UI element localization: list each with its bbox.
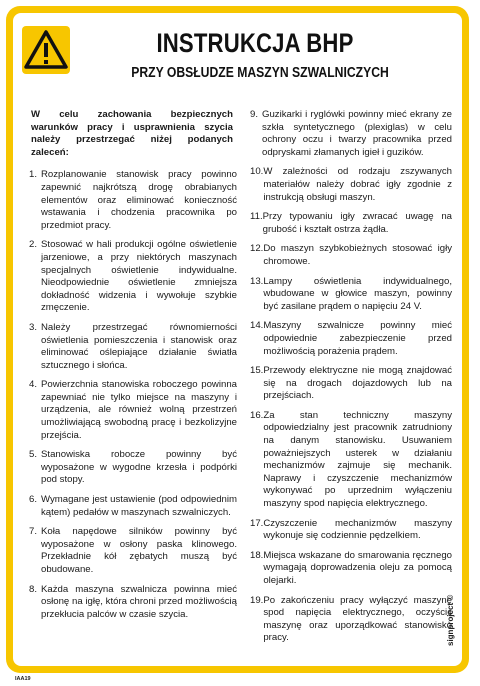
instruction-list-right xyxy=(247,109,452,645)
instruction-item xyxy=(26,169,237,232)
instruction-text: Koła napędowe silników powinny być wyposażone w osłony paska klinowego. Przekładnie kół zębatych muszą być obudowane. xyxy=(41,526,237,575)
instruction-item xyxy=(247,595,452,645)
instruction-number: 1. xyxy=(29,169,38,181)
instruction-text: Powierzchnia stanowiska roboczego powinna zapewniać nie tylko miejsce na maszyny i urządzenia, ale również wolną przestrzeń umożliwiającą swobodną pracę i bezkolizyjne przejścia. xyxy=(41,379,237,441)
instruction-number: 13. xyxy=(250,275,264,287)
instruction-text: Rozplanowanie stanowisk pracy powinno zapewnić najkrótszą drogę obrabianych elementów oraz eliminować konieczność wstawania i chodzenia pracownika po przedmiot pracy. xyxy=(41,169,237,231)
instruction-item xyxy=(247,211,452,236)
instructions-right-column xyxy=(247,109,452,652)
instruction-number: 15. xyxy=(250,365,264,377)
instruction-number: 16. xyxy=(250,409,264,421)
instruction-item xyxy=(26,379,237,442)
instruction-text: Lampy oświetlenia indywidualnego, wbudowane w głowice maszyn, powinny być zasilane prądem o napięciu 24 V. xyxy=(263,275,452,312)
instruction-item xyxy=(26,239,237,315)
instruction-number: 7. xyxy=(29,526,38,538)
product-code: IAA19 xyxy=(15,676,31,682)
instruction-number: 4. xyxy=(29,379,38,391)
instructions-left-column xyxy=(26,109,237,628)
instruction-number: 2. xyxy=(29,239,38,251)
instruction-text: Maszyny szwalnicze powinny mieć odpowiednie zabezpieczenie przed możliwością porażenia prądem. xyxy=(263,320,452,357)
instruction-number: 3. xyxy=(29,321,38,333)
warning-icon-box xyxy=(22,26,70,74)
instruction-item xyxy=(247,518,452,543)
instruction-number: 14. xyxy=(250,320,264,332)
instruction-number: 17. xyxy=(250,517,264,529)
exclamation-triangle-icon xyxy=(22,26,70,74)
instruction-text: Do maszyn szybkobieżnych stosować igły chromowe. xyxy=(263,243,452,267)
instruction-item xyxy=(26,322,237,372)
intro-text: W celu zachowania bezpiecznych warunków pracy i usprawnienia szycia należy przestrzegać niżej podanych zaleceń: xyxy=(31,109,233,158)
instruction-text: Należy przestrzegać równomierności oświetlenia pomieszczenia i stanowisk oraz eliminować oślepiające działanie światła sztucznego i słońca. xyxy=(41,321,237,371)
instruction-text: Każda maszyna szwalnicza powinna mieć osłonę na igłę, która chroni przed możliwością przekłucia palców w czasie szycia. xyxy=(41,583,237,620)
instruction-number: 11. xyxy=(250,211,263,223)
instruction-item xyxy=(26,584,237,622)
instruction-number: 12. xyxy=(250,243,264,255)
instruction-text: Miejsca wskazane do smarowania ręcznego wymagają doprowadzenia oleju za pomocą olejarki. xyxy=(263,549,452,586)
instruction-text: Stanowiska robocze powinny być wyposażone w wygodne krzesła i podpórki pod stopy. xyxy=(41,449,237,486)
instruction-item xyxy=(247,243,452,268)
instruction-text: Guzikarki i ryglówki powinny mieć ekrany ze szkła syntetycznego (plexiglas) w celu ochrony oczu i twarzy pracownika przed odpryskami złamanych igieł i guzików. xyxy=(262,109,452,158)
instruction-number: 19. xyxy=(250,594,264,606)
instruction-item xyxy=(26,526,237,576)
brand-mark: signproject © xyxy=(446,594,455,646)
instruction-item xyxy=(247,365,452,403)
instruction-item xyxy=(247,109,452,159)
instruction-number: 18. xyxy=(250,549,264,561)
instruction-item xyxy=(247,166,452,204)
instruction-text: Po zakończeniu pracy wyłączyć maszynę spod napięcia elektrycznego, oczyścić maszynę oraz uporządkować stanowisko pracy. xyxy=(263,594,452,644)
instruction-number: 6. xyxy=(29,494,38,506)
instruction-item xyxy=(247,320,452,358)
instruction-text: Przewody elektryczne nie mogą znajdować się na drogach dojazdowych lub na przejściach. xyxy=(263,365,452,402)
instruction-item xyxy=(247,550,452,588)
instruction-item xyxy=(247,410,452,511)
instruction-item xyxy=(26,449,237,487)
instruction-number: 9. xyxy=(250,109,259,120)
instruction-number: 8. xyxy=(29,583,38,595)
instruction-text: W zależności od rodzaju zszywanych materiałów należy dobrać igły zgodnie z instrukcją obsługi maszyn. xyxy=(263,166,452,203)
instruction-item xyxy=(26,494,237,519)
sign-subtitle: PRZY OBSŁUDZE MASZYN SZWALNICZYCH xyxy=(131,65,389,81)
sign-title: INSTRUKCJA BHP xyxy=(156,28,354,58)
instruction-list-left xyxy=(26,169,237,621)
instruction-item xyxy=(247,276,452,314)
instruction-number: 10. xyxy=(250,166,264,178)
instruction-text: Stosować w hali produkcji ogólne oświetlenie jarzeniowe, a przy niektórych maszynach specjalnych oświetlenie indywidualne. Nieodpowiednie oświetlenie zmniejsza dokładność widzenia i wywołuje szybkie zmęczenie. xyxy=(41,239,237,314)
instruction-text: Przy typowaniu igły zwracać uwagę na grubość i kształt ostrza żądła. xyxy=(262,211,452,235)
instruction-number: 5. xyxy=(29,449,38,461)
instruction-text: Za stan techniczny maszyny odpowiedzialny jest pracownik zatrudniony na danym stanowisku. Usuwaniem poważniejszych usterek w działaniu mechanizmów zajmuje się mechanik. Naprawy i czyszczenie mechanizmów wykonywać po uprzednim wyłączeniu maszyny spod napięcia elektrycznego. xyxy=(263,409,452,510)
instruction-text: Czyszczenie mechanizmów maszyny wykonuje się codziennie pędzelkiem. xyxy=(263,517,452,542)
instruction-text: Wymagane jest ustawienie (pod odpowiednim kątem) pedałów w maszynach szwalniczych. xyxy=(41,494,237,518)
